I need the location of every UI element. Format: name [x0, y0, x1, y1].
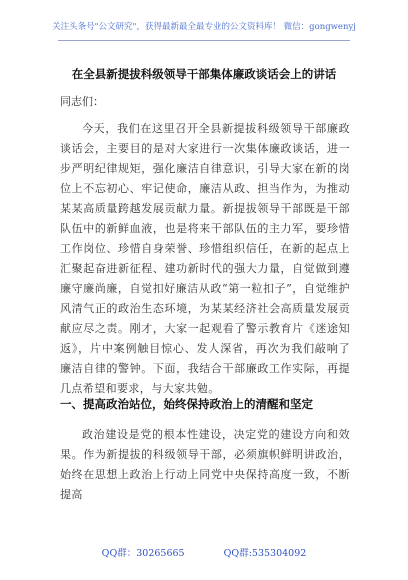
salutation: 同志们： [60, 95, 104, 108]
paragraph-section-1: 政治建设是党的根本性建设，决定党的建设方向和效果。作为新提拔的科级领导干部，必须旗帜鲜明讲政治，始终在思想上政治上行动上同党中央保持高度一致，不断提高 [60, 428, 350, 501]
footer-qq-group-1: QQ群：30265665 [101, 548, 185, 559]
header-promo-text: 关注头条号"公文研究"，获得最新最全最专业的公文资料库！ 微信：gongwenyj [52, 22, 356, 32]
paragraph-intro: 今天，我们在这里召开全县新提拔科级领导干部廉政谈话会，主要目的是对大家进行一次集体廉政谈话，进一步严明纪律规矩，强化廉洁自律意识，引导大家在新的岗位上不忘初心、牢记使命，廉洁从政、担当作为，为推动某某高质量跨越发展贡献力量。新提拔领导干部既是干部队伍中的新鲜血液，也是将来干部队伍的主力军，要珍惜工作岗位、珍惜自身荣誉、珍惜组织信任，在新的起点上汇聚起奋进新征程、建功新时代的强大力量，自觉做到遵廉守廉尚廉，自觉扣好廉洁从政“第一粒扣子”，自觉维护风清气正的政治生态环境，为某某经济社会高质量发展贡献应尽之责。刚才，大家一起观看了警示教育片《迷途知返》，片中案例触目惊心、发人深省，再次为我们敲响了廉洁自律的警钟。下面，我结合干部廉政工作实际，再提几点希望和要求，与大家共勉。 [60, 122, 350, 395]
footer-qq-group-2: QQ群:535304092 [223, 548, 307, 559]
header-divider [58, 40, 350, 41]
footer-contact [0, 545, 408, 559]
document-title: 在全县新提拔科级领导干部集体廉政谈话会上的讲话 [71, 67, 337, 81]
section-heading-1: 一、提高政治站位，始终保持政治上的清醒和坚定 [60, 397, 313, 411]
